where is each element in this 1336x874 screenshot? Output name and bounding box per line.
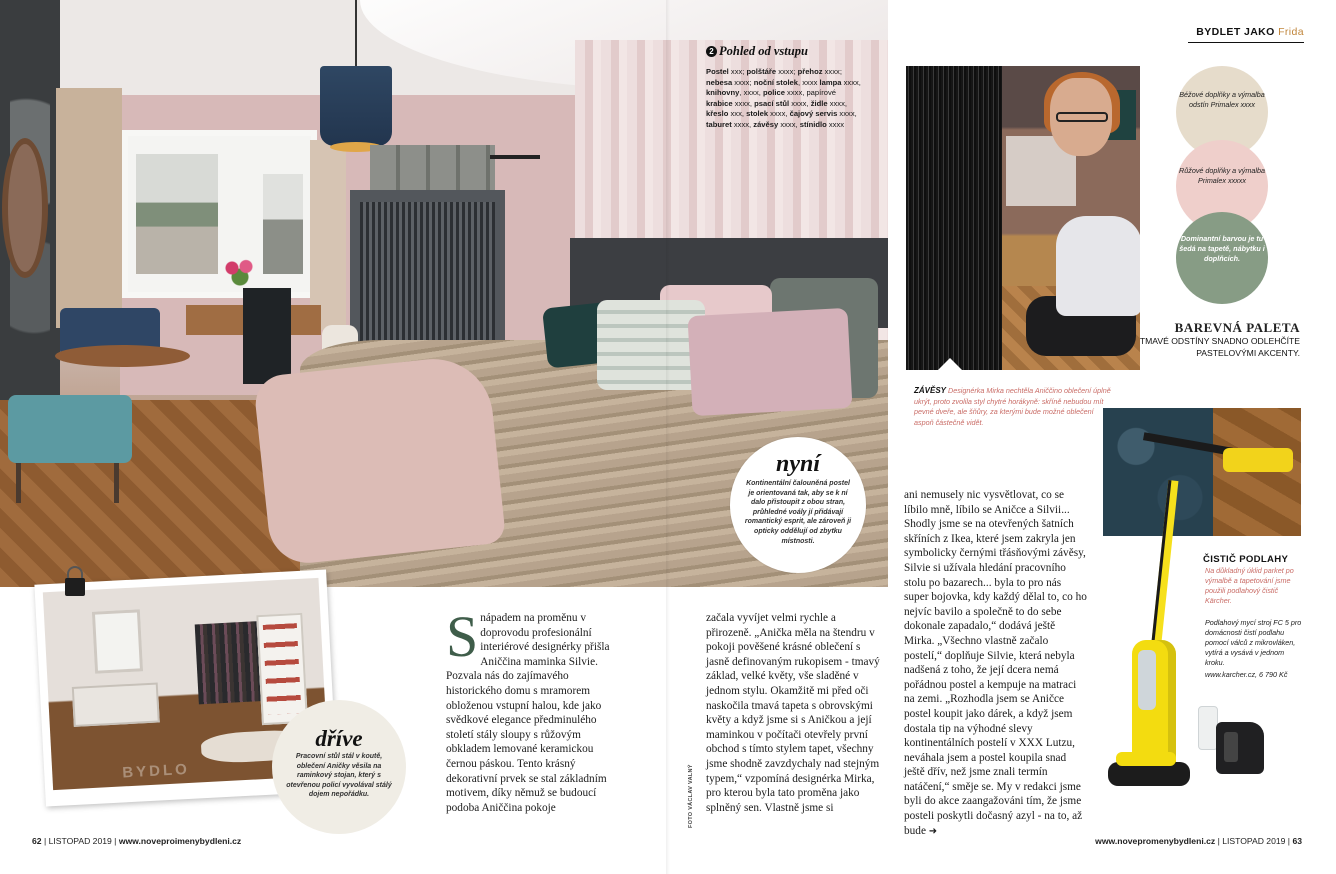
section-header <box>1188 26 1304 43</box>
desk-chair <box>243 288 291 384</box>
cleaner-tank <box>1138 650 1156 710</box>
cleaner-intro: Na důkladný úklid parket po výmalbě a tapetování jsme použili podlahový čistič Kärcher. <box>1205 566 1294 605</box>
caption-item-detail: xxxx; <box>776 67 798 76</box>
section-header-name: Frida <box>1278 26 1304 38</box>
caption-item-detail: xxxx, papírové <box>784 88 837 97</box>
before-badge-title: dříve <box>315 726 363 751</box>
page-number-right: 63 <box>1292 836 1302 846</box>
now-badge-text: Kontinentální čalouněná postel je orientovaná tak, aby se k ní dalo přistoupit z obou stran, průhledné voály jí přidávají romantický esprit, ale zároveň ji opticky oddělují od zbytku místnosti. <box>744 480 852 545</box>
caption-item-name: noční stolek <box>753 77 799 87</box>
view-caption <box>706 46 862 130</box>
website-right: www.novepromenybydleni.cz <box>1095 836 1216 846</box>
caption-item-name: stínidlo <box>799 119 827 129</box>
portrait-person-shirt <box>1056 216 1140 316</box>
article-column-1 <box>446 604 626 815</box>
caption-item-name: police <box>762 88 785 97</box>
round-mirror <box>2 138 48 278</box>
footer-right: www.novepromenybydleni.cz | LISTOPAD 2019 | 63 <box>1095 836 1302 846</box>
storage-boxes <box>370 145 495 190</box>
caption-item-name: židle <box>810 98 828 108</box>
palette-swatch-beige-text: Béžové doplňky a výmalba odstín Primalex xxxx <box>1179 90 1265 109</box>
caption-item-list <box>706 67 862 130</box>
pendant-lamp <box>320 66 392 146</box>
round-tea-table <box>55 345 190 367</box>
caption-item-detail: xxxx, <box>778 119 800 129</box>
caption-item-name: křeslo <box>706 109 729 118</box>
palette-swatch-grey-text: Dominantní barvou je tu šedá na tapetě, nábytku i doplňcích. <box>1179 234 1265 263</box>
cleaner-bottle <box>1198 706 1218 750</box>
photo-credit-text: FOTO VÁCLAV VALNÝ <box>688 764 694 828</box>
caption-item-detail: xxx; <box>728 67 747 76</box>
before-badge <box>272 700 406 834</box>
curtains-caption-title: ZÁVĚSY <box>914 386 947 395</box>
caption-item-detail: xxxx, <box>827 98 848 108</box>
before-open-shelf <box>256 613 308 725</box>
cleaner-dock <box>1216 722 1264 774</box>
portrait-fringe-curtain <box>906 66 1002 370</box>
caption-item-name: lampa <box>819 77 842 87</box>
page-gutter <box>666 0 670 874</box>
caption-item-detail: xxxx, <box>841 77 861 87</box>
page-number-left: 62 <box>32 836 42 846</box>
caption-item-name: závěsy <box>753 119 779 129</box>
cleaner-price: www.karcher.cz, 6 790 Kč <box>1205 670 1288 679</box>
caption-item-detail: xxxx, <box>731 119 754 129</box>
window-drape-left <box>56 88 122 328</box>
teal-stool <box>8 395 132 463</box>
article-column-3 <box>904 488 1088 839</box>
caption-item-name: polštáře <box>746 67 777 76</box>
caption-item-detail: xxx, <box>728 109 747 118</box>
now-badge <box>730 437 866 573</box>
glasses-icon <box>1056 112 1108 122</box>
issue-left: LISTOPAD 2019 <box>48 836 112 846</box>
caption-item-name: čajový servis <box>789 109 838 118</box>
caption-item-detail: xxxx, <box>732 98 755 108</box>
cleaner-description: Podlahový mycí stroj FC 5 pro domácnosti čistí podlahu pomocí válců z mikrovláken, vytírá a vysává v jednom kroku. <box>1205 618 1302 667</box>
article-column-2 <box>706 611 884 815</box>
before-clothes-rack <box>195 621 261 704</box>
caption-item-detail: xxxx, <box>837 109 857 118</box>
website-left: www.noveproimenybydleni.cz <box>118 836 242 846</box>
caption-item-name: přehoz <box>797 67 823 76</box>
caption-item-name: krabice <box>706 98 733 108</box>
cleaner-station-icon <box>1198 706 1266 778</box>
before-badge-text: Pracovní stůl stál v koutě, oblečení Aničky věsila na raminkový stojan, který s otevřenou policí vyvolával stálý dojem nepořádku. <box>286 753 392 799</box>
caption-pointer <box>936 358 964 372</box>
now-badge-title: nyní <box>775 451 820 477</box>
caption-item-detail: xxxx; <box>822 67 842 76</box>
caption-item-name: stolek <box>746 109 769 118</box>
article-column-3-text: ani nemusely nic vysvětlovat, co se líbilo mně, líbilo se Aničce a Silvii... Shodly jsme se na otevřených šatních skříních z Ikea, které jsem zakryla jen symbolicky černými třásňovými závěsy, Silvie si užívala hledání pracovního stolu po bazarech... byla to pro nás super bojovka, kdy každý dělal to, co ho nejvíc bavilo a společně to do sebe dokonale zapadalo,“ dodává ještě Mirka. „Všechno vlastně začalo postelí,“ doplňuje Silvie, která nebyla nadšená z toho, že její dcera nemá pořádnou postel a kempuje na matraci na zemi. „Rozhodla jsem se Aničce postel koupit jako dárek, a když jsem dostala tip na výhodné slevy kontinentálních postelí v XXX Lutzu, neváhala jsem a postel koupila snad ještě dřív, než jsme znali termín natáčení,“ směje se. My v redakci jsme byli do akce zaangažováni tím, že jsme posteli poskytli dočasný azyl - na to, až bude <box>904 489 1087 837</box>
caption-item-detail: xxxx; <box>732 77 754 87</box>
floor-cleaner-icon <box>1104 480 1194 810</box>
before-photo-watermark: BYDLO <box>121 760 191 782</box>
window-drape-right <box>310 140 346 330</box>
drop-cap: S <box>446 604 479 669</box>
cleaner-base <box>1108 762 1190 786</box>
before-window <box>92 609 143 673</box>
caption-number-badge: 2 <box>706 46 717 57</box>
issue-right: LISTOPAD 2019 <box>1222 836 1286 846</box>
footer-left: 62 | LISTOPAD 2019 | www.noveproimenybydleni.cz <box>32 836 242 846</box>
photo-credit <box>688 760 698 830</box>
pillow-pink <box>687 308 852 416</box>
article-column-1-text: nápadem na proměnu v doprovodu profesionální interiérové designérky přišla Aniččina maminka Silvie. Pozvala nás do zajímavého historického domu s mramorem obloženou vstupní halou, kde jako svědkové elegance předminulého století stály sloupy s růžovým obkladem lemované keramickou černou páskou. Tento krásný dekorativní prvek se stal základním motivem, díky němuž se budoucí podoba Aniččina pokoje <box>446 612 610 814</box>
knit-throw <box>253 353 507 567</box>
caption-item-detail: , xxxx, <box>739 88 763 97</box>
curtains-caption <box>914 386 1114 428</box>
palette-title: BAREVNÁ PALETA <box>1174 320 1300 335</box>
floor-photo-cleaner-head <box>1223 448 1293 472</box>
caption-item-detail: xxxx, <box>768 109 790 118</box>
designer-portrait-photo <box>906 66 1140 370</box>
lamp-cord <box>355 0 357 66</box>
caption-item-name: taburet <box>706 119 732 129</box>
caption-item-detail: xxxx, <box>789 98 811 108</box>
caption-item-name: psací stůl <box>754 98 790 108</box>
before-desk <box>72 682 160 726</box>
caption-item-name: nebesa <box>706 77 733 87</box>
caption-item-detail: xxxx <box>826 119 845 129</box>
flower-vase <box>220 256 260 286</box>
caption-title-text: Pohled od vstupu <box>719 44 808 58</box>
palette-text: TMAVÉ ODSTÍNY SNADNO ODLEHČÍTE PASTELOVÝMI AKCENTY. <box>1139 336 1300 358</box>
caption-item-detail: , xxxx <box>798 77 820 87</box>
caption-item-name: knihovny <box>706 88 740 97</box>
caption-item-name: Postel <box>706 67 729 76</box>
palette-swatch-grey <box>1176 212 1268 304</box>
continue-arrow-icon: ➜ <box>928 825 938 837</box>
palette-swatch-pink-text: Růžové doplňky a výmalba Primalex xxxxx <box>1179 166 1265 185</box>
cleaner-title: ČISTIČ PODLAHY <box>1203 554 1289 565</box>
view-caption-title <box>706 46 862 57</box>
fringe-wardrobe <box>350 190 505 355</box>
section-header-label: BYDLET JAKO <box>1196 26 1275 38</box>
binder-clip-body <box>65 578 85 596</box>
wall-shelf <box>490 155 540 183</box>
article-column-2-text: začala vyvíjet velmi rychle a přirozeně. „Anička měla na štendru v pokoji pověšené krásné oblečení s jasně definovaným rukopisem - tmavý základ, velké květy, vše sladěné v jednom stylu. Okamžitě mi před oči naskočila tmavá tapeta s obrovskými květy a když jsme si s Aničkou a její maminkou v počítači otevřely první obchod s tímto stylem tapet, všechny jsme shodně zavzdychaly nad stejným typem,“ vzpomíná designérka Mirka, pro kterou byla tato proměna jako splněný sen. Vlastně jsme si <box>706 612 880 814</box>
binder-clip-icon <box>62 566 88 604</box>
curtains-caption-text: Designérka Mirka nechtěla Aniččino oblečení úplně ukrýt, proto zvolila styl chytré horákyně: skříně nebudou mít pevné dveře, ale šňůry, za kterými bude možné oblečení aspoň částečně vidět. <box>914 386 1111 427</box>
